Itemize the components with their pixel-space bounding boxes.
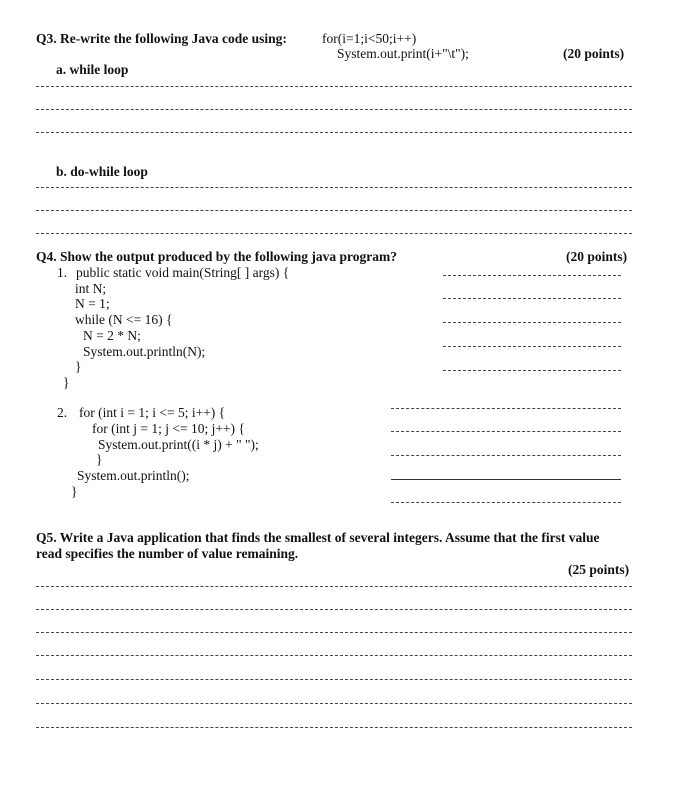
answer-line[interactable] bbox=[36, 233, 632, 234]
q5-heading-line-1: Q5. Write a Java application that finds the smallest of several integers. Assume that the first value bbox=[36, 530, 600, 545]
q4-heading: Q4. Show the output produced by the following java program? bbox=[36, 249, 398, 264]
q3-points: (20 points) bbox=[563, 46, 625, 61]
answer-line[interactable] bbox=[36, 210, 632, 211]
answer-line[interactable] bbox=[443, 298, 621, 299]
answer-line[interactable] bbox=[36, 632, 632, 633]
code-line: System.out.print((i * j) + " "); bbox=[98, 437, 259, 452]
answer-line[interactable] bbox=[443, 370, 621, 371]
code-line: for (int i = 1; i <= 5; i++) { bbox=[79, 405, 226, 420]
code-line: int N; bbox=[75, 281, 107, 296]
answer-line[interactable] bbox=[391, 479, 621, 480]
answer-line[interactable] bbox=[391, 455, 621, 456]
answer-line[interactable] bbox=[391, 502, 621, 503]
q3-code-line-2: System.out.print(i+"\t"); bbox=[337, 46, 469, 61]
code-line: N = 2 * N; bbox=[83, 328, 141, 343]
answer-line[interactable] bbox=[443, 275, 621, 276]
q3-code-line-1: for(i=1;i<50;i++) bbox=[322, 31, 417, 46]
answer-line[interactable] bbox=[36, 109, 632, 110]
answer-line[interactable] bbox=[36, 703, 632, 704]
code-line: } bbox=[96, 452, 103, 467]
answer-line[interactable] bbox=[36, 132, 632, 133]
answer-line[interactable] bbox=[36, 586, 632, 587]
answer-line[interactable] bbox=[391, 431, 621, 432]
code-line: } bbox=[63, 375, 70, 390]
code-line: } bbox=[71, 484, 78, 499]
code-line: for (int j = 1; j <= 10; j++) { bbox=[92, 421, 245, 436]
code-line: while (N <= 16) { bbox=[75, 312, 173, 327]
q3-part-a-label: a. while loop bbox=[56, 62, 129, 77]
answer-line[interactable] bbox=[443, 322, 621, 323]
answer-line[interactable] bbox=[36, 655, 632, 656]
code-line: } bbox=[75, 359, 82, 374]
q3-heading: Q3. Re-write the following Java code using: bbox=[36, 31, 287, 46]
code-line: public static void main(String[ ] args) { bbox=[76, 265, 290, 280]
q4-points: (20 points) bbox=[566, 249, 628, 264]
answer-line[interactable] bbox=[36, 86, 632, 87]
answer-line[interactable] bbox=[36, 187, 632, 188]
code-line: N = 1; bbox=[75, 296, 110, 311]
q4-program-2-number: 2. bbox=[57, 405, 68, 420]
q5-points: (25 points) bbox=[568, 562, 630, 577]
code-line: System.out.println(); bbox=[77, 468, 190, 483]
q4-program-1-number: 1. bbox=[57, 265, 68, 280]
answer-line[interactable] bbox=[391, 408, 621, 409]
answer-line[interactable] bbox=[36, 727, 632, 728]
code-line: System.out.println(N); bbox=[83, 344, 206, 359]
answer-line[interactable] bbox=[443, 346, 621, 347]
answer-line[interactable] bbox=[36, 679, 632, 680]
q3-part-b-label: b. do-while loop bbox=[56, 164, 148, 179]
q5-heading-line-2: read specifies the number of value remaining. bbox=[36, 546, 299, 561]
answer-line[interactable] bbox=[36, 609, 632, 610]
